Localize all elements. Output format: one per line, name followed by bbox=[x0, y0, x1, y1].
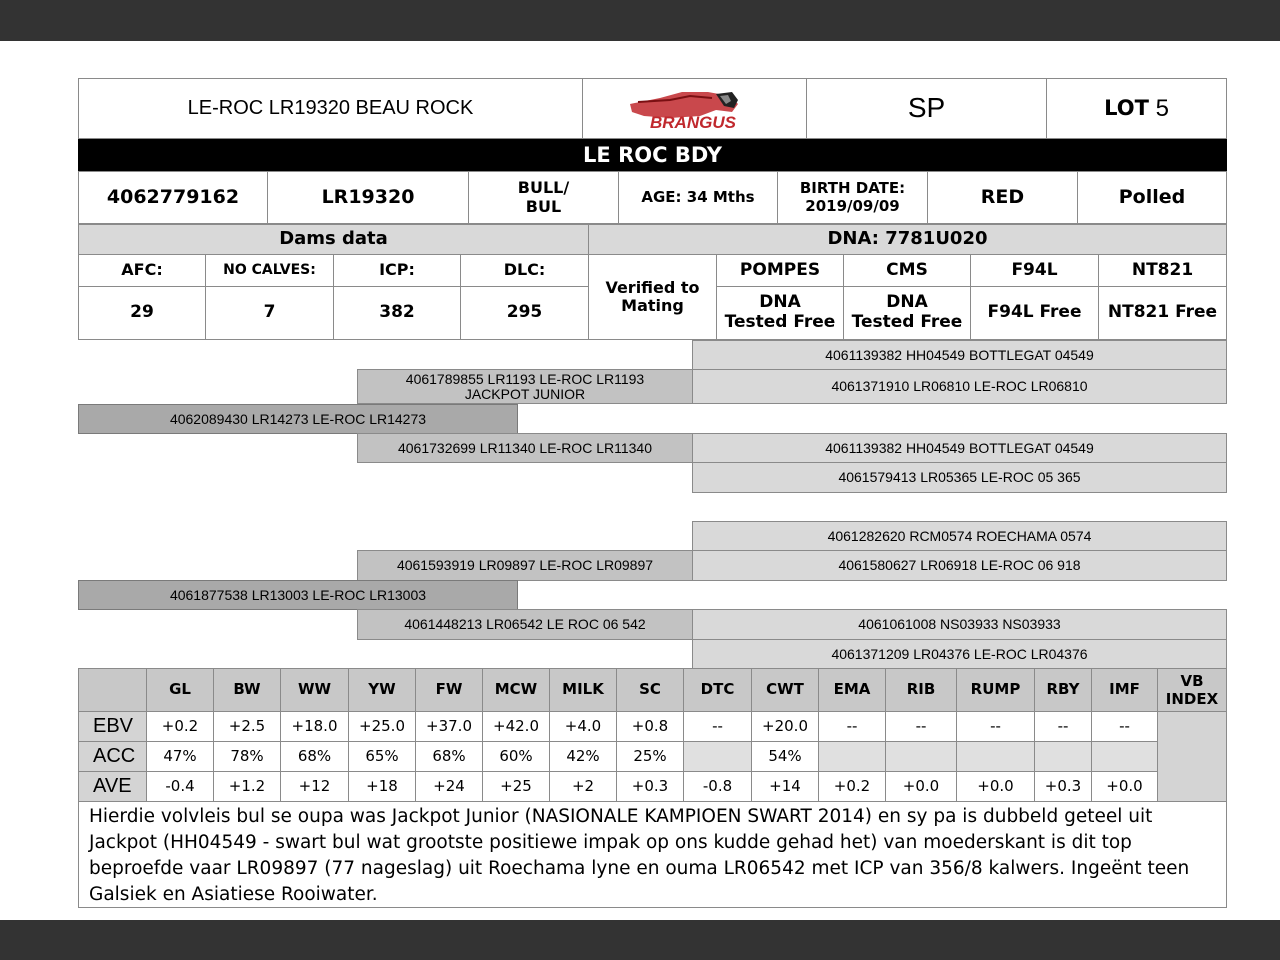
ebv-cell-ave-fw: +24 bbox=[415, 771, 483, 802]
dna-result-nt821: NT821 Free bbox=[1098, 286, 1227, 340]
ebv-cell-acc-ww: 68% bbox=[280, 741, 349, 772]
ebv-cell-ave-bw: +1.2 bbox=[213, 771, 281, 802]
registration-number: 4062779162 bbox=[78, 171, 268, 224]
pedigree-sire-sire-dam: 4061371910 LR06810 LE-ROC LR06810 bbox=[692, 369, 1227, 404]
dams-title: Dams data bbox=[78, 224, 589, 255]
ebv-cell-acc-cwt: 54% bbox=[751, 741, 819, 772]
dna-title: DNA: 7781U020 bbox=[588, 224, 1227, 255]
ebv-cell-acc-yw: 65% bbox=[348, 741, 416, 772]
dna-result-pompes bbox=[716, 286, 844, 340]
description-box bbox=[78, 801, 1227, 908]
ebv-cell-ave-cwt: +14 bbox=[751, 771, 819, 802]
ebv-cell-acc-sc: 25% bbox=[616, 741, 684, 772]
dams-header-afc: AFC: bbox=[78, 254, 206, 287]
ebv-col-rib: RIB bbox=[885, 668, 957, 712]
dna-header-f94l: F94L bbox=[970, 254, 1099, 287]
ebv-corner bbox=[78, 668, 147, 712]
pedigree-dam-sire-dam: 4061580627 LR06918 LE-ROC 06 918 bbox=[692, 550, 1227, 581]
pedigree-dam-dam: 4061448213 LR06542 LE ROC 06 542 bbox=[357, 609, 693, 640]
ebv-cell-acc-fw: 68% bbox=[415, 741, 483, 772]
dams-value-afc: 29 bbox=[78, 286, 206, 340]
ebv-col-bw: BW bbox=[213, 668, 281, 712]
ebv-cell-acc-rby bbox=[1034, 741, 1092, 772]
brangus-logo-icon bbox=[620, 84, 770, 134]
birth-date-label: BIRTH DATE: bbox=[799, 179, 906, 198]
sex-line1: BULL/ bbox=[517, 178, 570, 198]
ebv-col-yw: YW bbox=[348, 668, 416, 712]
dna-result-cms bbox=[843, 286, 971, 340]
ebv-cell-ebv-milk: +4.0 bbox=[549, 711, 617, 742]
ebv-col-dtc: DTC bbox=[683, 668, 752, 712]
pedigree-sire-sire-line2: JACKPOT JUNIOR bbox=[464, 385, 586, 402]
dna-header-cms: CMS bbox=[843, 254, 971, 287]
ebv-cell-ave-sc: +0.3 bbox=[616, 771, 684, 802]
ebv-cell-ebv-sc: +0.8 bbox=[616, 711, 684, 742]
dams-header-icp: ICP: bbox=[333, 254, 461, 287]
dna-result-f94l: F94L Free bbox=[970, 286, 1099, 340]
dna-header-pompes: POMPES bbox=[716, 254, 844, 287]
ebv-col-sc: SC bbox=[616, 668, 684, 712]
colour: RED bbox=[927, 171, 1078, 224]
brangus-logo bbox=[582, 78, 807, 139]
ebv-cell-ebv-ww: +18.0 bbox=[280, 711, 349, 742]
ebv-cell-acc-gl: 47% bbox=[146, 741, 214, 772]
dna-result-cms-line2: Tested Free bbox=[851, 312, 963, 332]
pedigree-dam-sire: 4061593919 LR09897 LE-ROC LR09897 bbox=[357, 550, 693, 581]
vb-index-line2: INDEX bbox=[1165, 690, 1219, 708]
ebv-col-vb-index bbox=[1157, 668, 1227, 712]
ebv-cell-ave-rump: +0.0 bbox=[956, 771, 1035, 802]
ebv-table bbox=[78, 668, 1227, 802]
dams-value-calves: 7 bbox=[205, 286, 334, 340]
ebv-cell-ebv-cwt: +20.0 bbox=[751, 711, 819, 742]
ebv-cell-ebv-rib: -- bbox=[885, 711, 957, 742]
age: AGE: 34 Mths bbox=[618, 171, 778, 224]
lot-cell bbox=[1046, 78, 1227, 139]
ebv-cell-ebv-gl: +0.2 bbox=[146, 711, 214, 742]
ebv-cell-acc-ema bbox=[818, 741, 886, 772]
ebv-cell-acc-imf bbox=[1091, 741, 1158, 772]
ebv-col-fw: FW bbox=[415, 668, 483, 712]
dams-value-icp: 382 bbox=[333, 286, 461, 340]
verified-line1: Verified to bbox=[605, 277, 700, 297]
ebv-cell-ave-dtc: -0.8 bbox=[683, 771, 752, 802]
ebv-cell-ave-rib: +0.0 bbox=[885, 771, 957, 802]
sex bbox=[468, 171, 619, 224]
pedigree-sire-dam-sire: 4061139382 HH04549 BOTTLEGAT 04549 bbox=[692, 433, 1227, 463]
ebv-cell-ave-ww: +12 bbox=[280, 771, 349, 802]
ebv-cell-ebv-fw: +37.0 bbox=[415, 711, 483, 742]
pedigree-sire-dam: 4061732699 LR11340 LE-ROC LR11340 bbox=[357, 433, 693, 463]
ebv-cell-acc-dtc bbox=[683, 741, 752, 772]
ebv-col-ema: EMA bbox=[818, 668, 886, 712]
ebv-row-label-acc: ACC bbox=[78, 741, 147, 772]
pedigree-dam-dam-dam: 4061371209 LR04376 LE-ROC LR04376 bbox=[692, 639, 1227, 669]
ebv-row-label-ave: AVE bbox=[78, 771, 147, 802]
verified-to-mating bbox=[588, 254, 717, 340]
pedigree-sire-sire bbox=[357, 369, 693, 404]
ebv-col-gl: GL bbox=[146, 668, 214, 712]
ebv-cell-acc-bw: 78% bbox=[213, 741, 281, 772]
ebv-cell-ave-ema: +0.2 bbox=[818, 771, 886, 802]
ebv-col-imf: IMF bbox=[1091, 668, 1158, 712]
pedigree-sire-sire-sire: 4061139382 HH04549 BOTTLEGAT 04549 bbox=[692, 340, 1227, 370]
dna-header-nt821: NT821 bbox=[1098, 254, 1227, 287]
pedigree-dam: 4061877538 LR13003 LE-ROC LR13003 bbox=[78, 580, 518, 610]
ebv-cell-ave-imf: +0.0 bbox=[1091, 771, 1158, 802]
ebv-cell-acc-milk: 42% bbox=[549, 741, 617, 772]
ebv-col-mcw: MCW bbox=[482, 668, 550, 712]
ebv-cell-ebv-ema: -- bbox=[818, 711, 886, 742]
verified-line2: Mating bbox=[621, 296, 684, 315]
birth-date-value: 2019/09/09 bbox=[805, 196, 900, 215]
ebv-row-label-ebv: EBV bbox=[78, 711, 147, 742]
svg-text:BRANGUS: BRANGUS bbox=[649, 112, 736, 132]
pedigree-dam-dam-sire: 4061061008 NS03933 NS03933 bbox=[692, 609, 1227, 640]
ebv-cell-ave-mcw: +25 bbox=[482, 771, 550, 802]
dna-result-pompes-line2: Tested Free bbox=[724, 312, 836, 332]
pedigree-sire: 4062089430 LR14273 LE-ROC LR14273 bbox=[78, 404, 518, 434]
pedigree-sire-dam-dam: 4061579413 LR05365 LE-ROC 05 365 bbox=[692, 462, 1227, 493]
vb-index-value bbox=[1157, 711, 1227, 802]
pedigree-sire-sire-line1: 4061789855 LR1193 LE-ROC LR1193 bbox=[405, 370, 645, 387]
bottom-bar bbox=[0, 920, 1280, 960]
dams-header-dlc: DLC: bbox=[460, 254, 589, 287]
ebv-cell-acc-mcw: 60% bbox=[482, 741, 550, 772]
ebv-cell-ave-yw: +18 bbox=[348, 771, 416, 802]
top-bar bbox=[0, 0, 1280, 41]
ebv-cell-ebv-dtc: -- bbox=[683, 711, 752, 742]
ebv-cell-ebv-rby: -- bbox=[1034, 711, 1092, 742]
ebv-cell-ave-milk: +2 bbox=[549, 771, 617, 802]
animal-name: LE-ROC LR19320 BEAU ROCK bbox=[78, 78, 583, 139]
ebv-col-rby: RBY bbox=[1034, 668, 1092, 712]
sex-line2: BUL bbox=[525, 196, 562, 216]
ebv-cell-ebv-bw: +2.5 bbox=[213, 711, 281, 742]
birth-date bbox=[777, 171, 928, 224]
pedigree-dam-sire-sire: 4061282620 RCM0574 ROECHAMA 0574 bbox=[692, 521, 1227, 551]
lot-number: 5 bbox=[1155, 94, 1169, 122]
ebv-cell-ebv-yw: +25.0 bbox=[348, 711, 416, 742]
ebv-col-cwt: CWT bbox=[751, 668, 819, 712]
ebv-cell-ebv-rump: -- bbox=[956, 711, 1035, 742]
ebv-cell-acc-rib bbox=[885, 741, 957, 772]
dna-result-cms-line1: DNA bbox=[886, 292, 928, 313]
ebv-cell-ebv-mcw: +42.0 bbox=[482, 711, 550, 742]
ebv-col-rump: RUMP bbox=[956, 668, 1035, 712]
horn-status: Polled bbox=[1077, 171, 1227, 224]
banner-title: LE ROC BDY bbox=[78, 139, 1227, 171]
vb-index-line1: VB bbox=[1180, 672, 1204, 690]
ebv-col-milk: MILK bbox=[549, 668, 617, 712]
ebv-col-ww: WW bbox=[280, 668, 349, 712]
tag-number: LR19320 bbox=[267, 171, 469, 224]
dams-value-dlc: 295 bbox=[460, 286, 589, 340]
ebv-cell-ebv-imf: -- bbox=[1091, 711, 1158, 742]
dams-header-calves: NO CALVES: bbox=[205, 254, 334, 287]
ebv-cell-ave-gl: -0.4 bbox=[146, 771, 214, 802]
ebv-cell-ave-rby: +0.3 bbox=[1034, 771, 1092, 802]
sp-code: SP bbox=[806, 78, 1047, 139]
lot-label: LOT bbox=[1104, 96, 1149, 121]
description-text: Hierdie volvleis bul se oupa was Jackpot Junior (NASIONALE KAMPIOEN SWART 2014) en sy pa is dubbeld geteel uit Jackpot (HH04549 - swart bul wat grootste positiewe impak op ons kudde gehad het) van moederskant is dit top beproefde vaar LR09897 (77 nageslag) uit Roechama lyne en ouma LR06542 met ICP van 356/8 kalwers. Ingeënt teen Galsiek en Asiatiese Rooiwater. bbox=[89, 806, 1190, 905]
ebv-cell-acc-rump bbox=[956, 741, 1035, 772]
dna-result-pompes-line1: DNA bbox=[759, 292, 801, 313]
